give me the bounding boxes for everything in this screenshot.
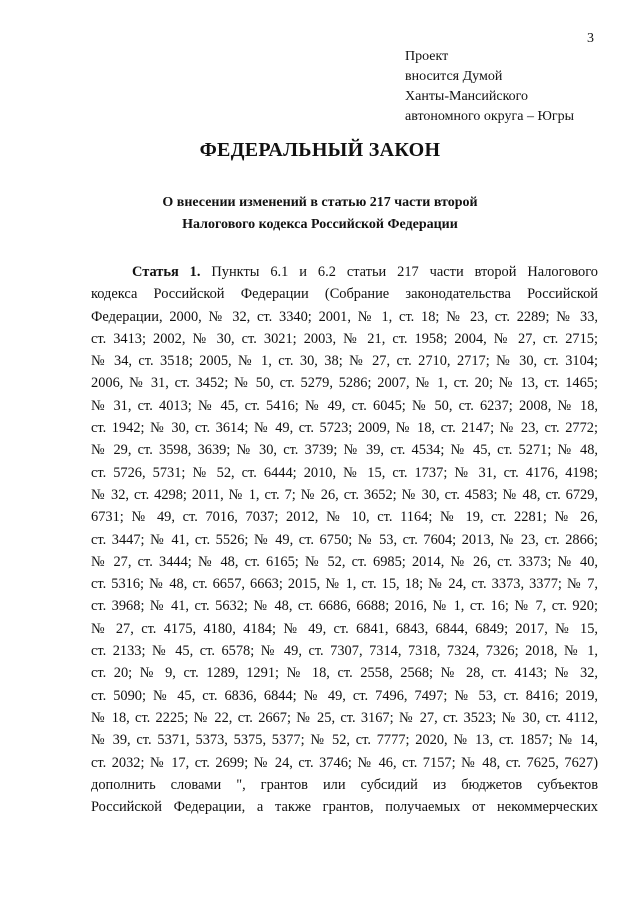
article-line: № 32, ст. 4298; 2011, № 1, ст. 7; № 26, ст. 3652; № 30, ст. 4583; № 48, ст. 6729, bbox=[91, 486, 598, 503]
subtitle-line: О внесении изменений в статью 217 части второй bbox=[162, 195, 478, 210]
article-label: Статья 1. bbox=[132, 264, 201, 280]
article-line: № 31, ст. 4013; № 45, ст. 5416; № 49, ст. 6045; № 50, ст. 6237; 2008, № 18, bbox=[91, 397, 598, 414]
article-line bbox=[91, 261, 598, 283]
stamp-line: Проект bbox=[405, 49, 449, 64]
article-line: кодекса Российской Федерации (Собрание законодательства Российской bbox=[91, 286, 598, 303]
article-line: ст. 3968; № 41, ст. 5632; № 48, ст. 6686, 6688; 2016, № 1, ст. 16; № 7, ст. 920; bbox=[91, 598, 598, 615]
article-line: ст. 5316; № 48, ст. 6657, 6663; 2015, № 1, ст. 15, 18; № 24, ст. 3373, 3377; № 7, bbox=[91, 576, 598, 593]
article-1 bbox=[91, 261, 598, 818]
article-line: № 18, ст. 2225; № 22, ст. 2667; № 25, ст. 3167; № 27, ст. 3523; № 30, ст. 4112, bbox=[91, 709, 598, 726]
page-number: 3 bbox=[587, 31, 594, 46]
article-line: ст. 5726, 5731; № 52, ст. 6444; 2010, № 15, ст. 1737; № 31, ст. 4176, 4198; bbox=[91, 464, 598, 481]
article-line: № 34, ст. 3518; 2005, № 1, ст. 30, 38; № 27, ст. 2710, 2717; № 30, ст. 3104; bbox=[91, 353, 598, 370]
article-line: 6731; № 49, ст. 7016, 7037; 2012, № 10, ст. 1164; № 19, ст. 2281; № 26, bbox=[91, 509, 598, 526]
article-line: № 39, ст. 5371, 5373, 5375, 5377; № 52, ст. 7777; 2020, № 13, ст. 1857; № 14, bbox=[91, 732, 598, 749]
subtitle-line: Налогового кодекса Российской Федерации bbox=[182, 217, 458, 232]
law-subtitle bbox=[0, 192, 640, 236]
stamp-line: Ханты-Мансийского bbox=[405, 89, 529, 104]
article-line: ст. 20; № 9, ст. 1289, 1291; № 18, ст. 2558, 2568; № 28, ст. 4143; № 32, bbox=[91, 665, 598, 682]
article-line: ст. 2032; № 17, ст. 2699; № 24, ст. 3746; № 46, ст. 7157; № 48, ст. 7625, 7627) bbox=[91, 754, 598, 771]
article-line: дополнить словами ", грантов или субсидий из бюджетов субъектов bbox=[91, 776, 598, 793]
article-line: ст. 3447; № 41, ст. 5526; № 49, ст. 6750; № 53, ст. 7604; 2013, № 23, ст. 2866; bbox=[91, 531, 598, 548]
article-line: № 29, ст. 3598, 3639; № 30, ст. 3739; № 39, ст. 4534; № 45, ст. 5271; № 48, bbox=[91, 442, 598, 459]
stamp-line: автономного округа – Югры bbox=[405, 109, 574, 124]
article-line: ст. 3413; 2002, № 30, ст. 3021; 2003, № 21, ст. 1958; 2004, № 27, ст. 2715; bbox=[91, 330, 598, 347]
article-line: Российской Федерации, а также грантов, получаемых от некоммерческих bbox=[91, 799, 598, 816]
law-title: ФЕДЕРАЛЬНЫЙ ЗАКОН bbox=[199, 139, 441, 161]
article-line: № 27, ст. 4175, 4180, 4184; № 49, ст. 6841, 6843, 6844, 6849; 2017, № 15, bbox=[91, 620, 598, 637]
article-line: ст. 1942; № 30, ст. 3614; № 49, ст. 5723; 2009, № 18, ст. 2147; № 23, ст. 2772; bbox=[91, 420, 598, 437]
article-line-text: Пункты 6.1 и 6.2 статьи 217 части второй Налогового bbox=[211, 264, 598, 280]
article-line: № 27, ст. 3444; № 48, ст. 6165; № 52, ст. 6985; 2014, № 26, ст. 3373; № 40, bbox=[91, 553, 598, 570]
article-line: ст. 2133; № 45, ст. 6578; № 49, ст. 7307, 7314, 7318, 7324, 7326; 2018, № 1, bbox=[91, 643, 598, 660]
draft-stamp bbox=[405, 47, 574, 127]
article-line: Федерации, 2000, № 32, ст. 3340; 2001, № 1, ст. 18; № 23, ст. 2289; № 33, bbox=[91, 308, 598, 325]
article-line: ст. 5090; № 45, ст. 6836, 6844; № 49, ст. 7496, 7497; № 53, ст. 8416; 2019, bbox=[91, 687, 598, 704]
article-line: 2006, № 31, ст. 3452; № 50, ст. 5279, 5286; 2007, № 1, ст. 20; № 13, ст. 1465; bbox=[91, 375, 598, 392]
stamp-line: вносится Думой bbox=[405, 69, 503, 84]
